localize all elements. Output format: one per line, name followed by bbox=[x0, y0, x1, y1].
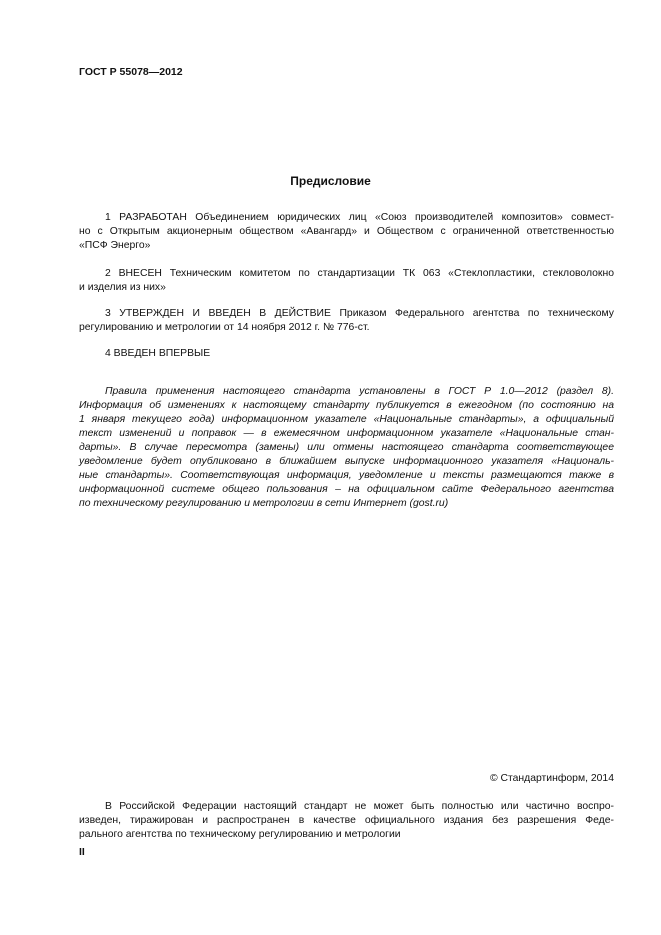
foreword-item-4 bbox=[79, 347, 614, 361]
foreword-item-2 bbox=[79, 267, 614, 295]
text-line: 1 РАЗРАБОТАН Объединением юридических лиц «Союз производителей композитов» совмест- bbox=[105, 212, 614, 223]
text-line: дарты». В случае пересмотра (замены) или отмены настоящего стандарта соответствующее bbox=[79, 442, 614, 453]
foreword-item-1 bbox=[79, 211, 614, 253]
text-line: по техническому регулированию и метрологии в сети Интернет (gost.ru) bbox=[79, 498, 449, 509]
text-line: ные стандарты». Соответствующая информация, уведомление и тексты размещаются также в bbox=[79, 470, 614, 481]
text-line: информационной системе общего пользования – на официальном сайте Федерального агентства bbox=[79, 484, 614, 495]
text-line: уведомление будет опубликовано в ближайшем выпуске информационного указателя «Националь- bbox=[79, 456, 614, 467]
text-line: Правила применения настоящего стандарта установлены в ГОСТ Р 1.0—2012 (раздел 8). bbox=[105, 386, 614, 397]
text-line: 1 января текущего года) информационном указателе «Национальные стандарты», а официальный bbox=[79, 414, 614, 425]
text-line: регулированию и метрологии от 14 ноября 2012 г. № 776-ст. bbox=[79, 322, 370, 333]
text-line: текст изменений и поправок — в ежемесячном информационном указателе «Национальные стан- bbox=[79, 428, 614, 439]
reproduction-notice bbox=[79, 800, 614, 842]
text-line: Информация об изменениях к настоящему стандарту публикуется в ежегодном (по состоянию на bbox=[79, 400, 614, 411]
page-number: II bbox=[79, 846, 85, 858]
text-line: изведен, тиражирован и распространен в качестве официального издания без разрешения Феде- bbox=[79, 815, 614, 826]
page-title: Предисловие bbox=[290, 174, 371, 188]
text-line: «ПСФ Энерго» bbox=[79, 240, 151, 251]
text-line: 4 ВВЕДЕН ВПЕРВЫЕ bbox=[105, 348, 211, 359]
foreword-item-3 bbox=[79, 307, 614, 335]
text-line: но с Открытым акционерным обществом «Авангард» и Обществом с ограниченной ответственностью bbox=[79, 226, 614, 237]
text-line: 2 ВНЕСЕН Техническим комитетом по стандартизации ТК 063 «Стеклопластики, стекловолокно bbox=[105, 268, 614, 279]
document-code-header: ГОСТ Р 55078—2012 bbox=[79, 66, 183, 78]
text-line: 3 УТВЕРЖДЕН И ВВЕДЕН В ДЕЙСТВИЕ Приказом Федерального агентства по техническому bbox=[105, 308, 614, 319]
text-line: В Российской Федерации настоящий стандарт не может быть полностью или частично воспро- bbox=[105, 801, 614, 812]
text-line: и изделия из них» bbox=[79, 282, 166, 293]
copyright-line: © Стандартинформ, 2014 bbox=[489, 773, 614, 784]
application-notice bbox=[79, 385, 614, 511]
text-line: рального агентства по техническому регулированию и метрологии bbox=[79, 829, 401, 840]
